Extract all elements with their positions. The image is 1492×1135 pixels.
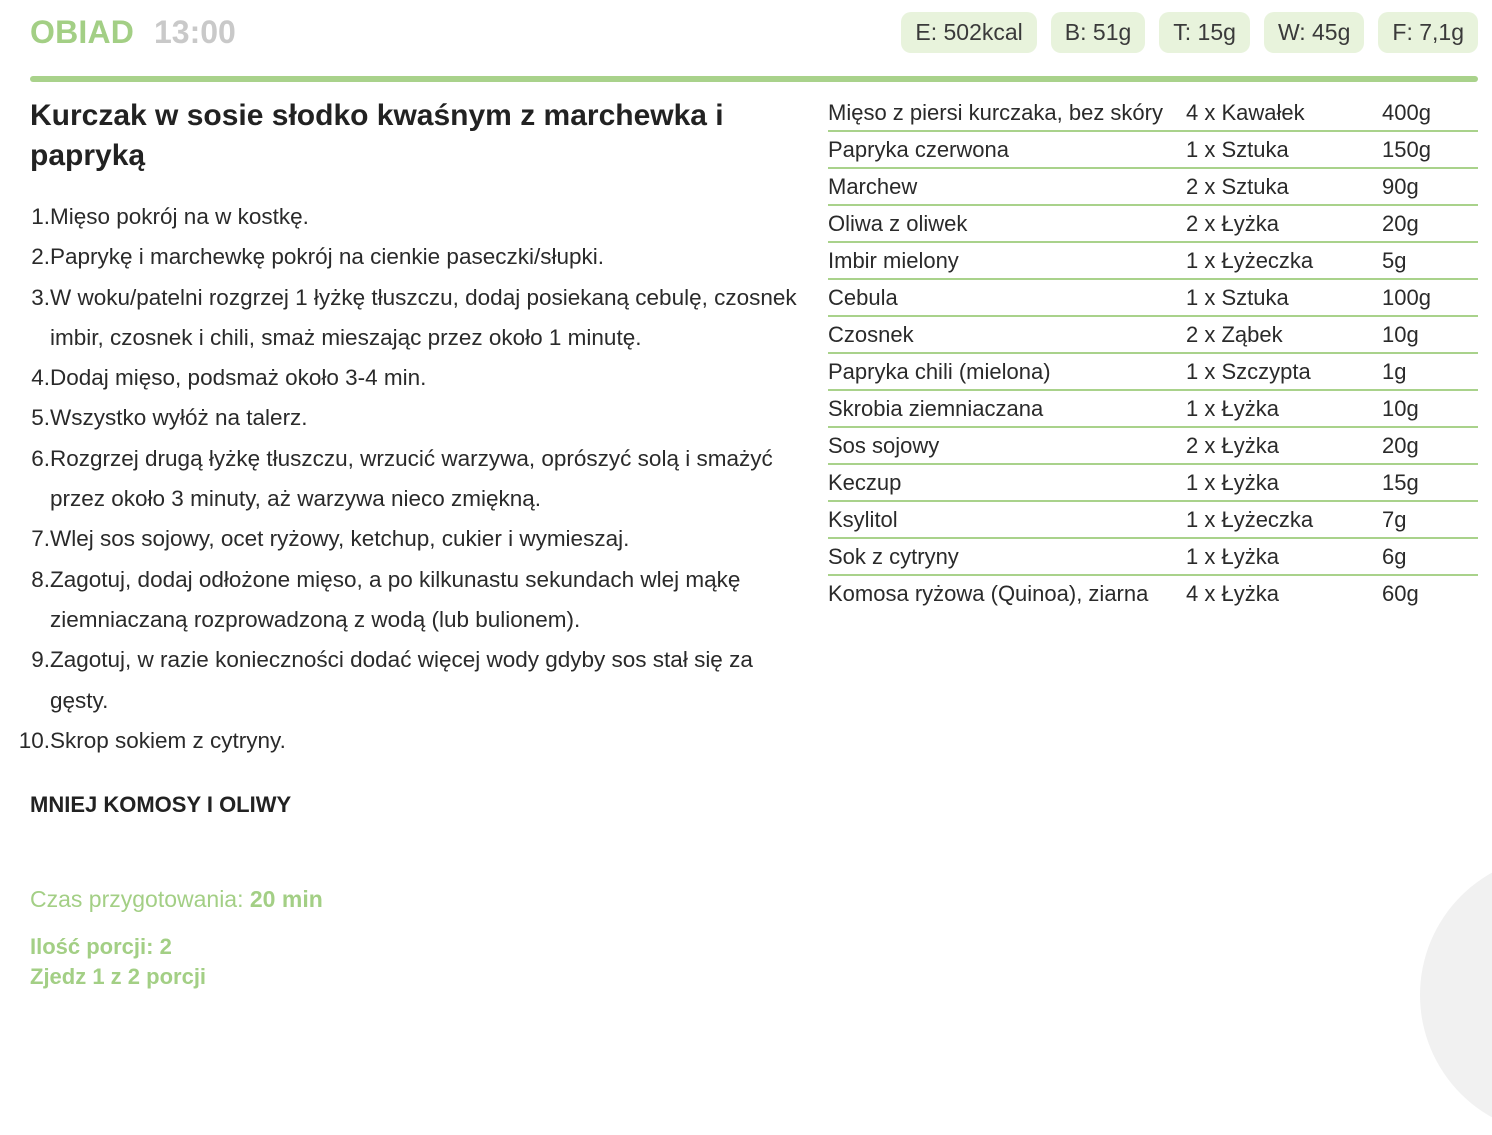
ingredient-quantity: 1 x Łyżka — [1186, 390, 1382, 427]
step-text: Dodaj mięso, podsmaż około 3-4 min. — [50, 365, 427, 391]
ingredient-quantity: 1 x Łyżeczka — [1186, 501, 1382, 538]
ingredient-row — [828, 575, 1478, 611]
step-text: Wszystko wyłóż na talerz. — [50, 405, 308, 431]
step-number: 7. — [31, 526, 50, 552]
step-text: Paprykę i marchewkę pokrój na cienkie paseczki/słupki. — [50, 244, 604, 270]
ingredient-weight: 400g — [1382, 95, 1478, 131]
step-text: Zagotuj, dodaj odłożone mięso, a po kilkunastu sekundach wlej mąkę ziemniaczaną rozprowadzoną z wodą (lub bulionem). — [50, 566, 741, 632]
ingredient-row — [828, 427, 1478, 464]
prep-time-value: 20 min — [249, 886, 323, 912]
macro-badge-protein: B: 51g — [1051, 12, 1146, 53]
ingredient-quantity: 2 x Sztuka — [1186, 168, 1382, 205]
step-number: 10. — [18, 727, 50, 753]
ingredient-name: Marchew — [828, 168, 1186, 205]
ingredient-quantity: 4 x Kawałek — [1186, 95, 1382, 131]
meal-name: OBIAD — [30, 14, 135, 50]
recipe-step — [0, 560, 810, 641]
step-text: Skrop sokiem z cytryny. — [50, 727, 286, 753]
ingredient-row — [828, 242, 1478, 279]
step-number: 9. — [31, 647, 50, 673]
step-text: Wlej sos sojowy, ocet ryżowy, ketchup, cukier i wymieszaj. — [50, 526, 630, 552]
ingredient-weight: 5g — [1382, 242, 1478, 279]
portions-count: Ilość porcji: 2 — [30, 934, 172, 959]
ingredient-name: Czosnek — [828, 316, 1186, 353]
ingredient-name: Oliwa z oliwek — [828, 205, 1186, 242]
ingredient-quantity: 2 x Ząbek — [1186, 316, 1382, 353]
portions-to-eat: Zjedz 1 z 2 porcji — [30, 964, 207, 989]
step-number: 1. — [31, 204, 50, 229]
meal-header — [30, 12, 1478, 56]
ingredient-weight: 20g — [1382, 427, 1478, 464]
recipe-note: MNIEJ KOMOSY I OLIWY — [30, 792, 292, 817]
ingredients-table — [828, 95, 1478, 611]
ingredient-quantity: 1 x Łyżka — [1186, 538, 1382, 575]
ingredient-row — [828, 501, 1478, 538]
prep-time-label: Czas przygotowania: — [30, 886, 244, 912]
ingredient-name: Komosa ryżowa (Quinoa), ziarna — [828, 580, 1149, 606]
step-number: 8. — [31, 566, 50, 592]
macro-badge-energy: E: 502kcal — [901, 12, 1036, 53]
ingredient-weight: 90g — [1382, 168, 1478, 205]
ingredient-weight: 10g — [1382, 390, 1478, 427]
recipe-step — [0, 398, 810, 438]
recipe-step — [0, 278, 810, 359]
macro-badges — [901, 12, 1478, 53]
recipe-step — [0, 197, 810, 237]
step-text: W woku/patelni rozgrzej 1 łyżkę tłuszczu, dodaj posiekaną cebulę, czosnek imbir, czosnek i chili, smaż mieszając przez około 1 minutę. — [50, 284, 797, 350]
step-number: 2. — [31, 244, 50, 270]
ingredient-row — [828, 95, 1478, 131]
decorative-corner-shape — [1420, 855, 1492, 1135]
ingredient-row — [828, 205, 1478, 242]
ingredient-name: Mięso z piersi kurczaka, bez skóry — [828, 95, 1186, 131]
ingredient-name: Ksylitol — [828, 501, 1186, 538]
ingredient-name: Sos sojowy — [828, 427, 1186, 464]
ingredient-name: Papryka chili (mielona) — [828, 353, 1186, 390]
ingredient-weight: 10g — [1382, 316, 1478, 353]
step-text: Mięso pokrój na w kostkę. — [50, 204, 309, 229]
recipe-step — [0, 640, 810, 721]
ingredient-name: Papryka czerwona — [828, 131, 1186, 168]
ingredient-row — [828, 131, 1478, 168]
recipe-title: Kurczak w sosie słodko kwaśnym z marchewka i papryką — [30, 99, 724, 172]
ingredient-quantity: 2 x Łyżka — [1186, 427, 1382, 464]
header-divider — [30, 76, 1478, 82]
ingredient-name: Skrobia ziemniaczana — [828, 390, 1186, 427]
ingredient-quantity: 1 x Sztuka — [1186, 131, 1382, 168]
ingredient-weight: 150g — [1382, 131, 1478, 168]
prep-time — [30, 886, 323, 913]
step-number: 5. — [31, 405, 50, 431]
ingredient-row — [828, 353, 1478, 390]
step-text: Zagotuj, w razie konieczności dodać więcej wody gdyby sos stał się za gęsty. — [50, 647, 753, 713]
ingredient-quantity: 2 x Łyżka — [1186, 205, 1382, 242]
ingredient-weight: 1g — [1382, 353, 1478, 390]
recipe-step — [0, 439, 810, 520]
macro-badge-fiber: F: 7,1g — [1378, 12, 1478, 53]
ingredient-quantity: 1 x Sztuka — [1186, 279, 1382, 316]
ingredient-quantity: 1 x Szczypta — [1186, 353, 1382, 390]
ingredient-name: Sok z cytryny — [828, 538, 1186, 575]
ingredient-weight: 100g — [1382, 279, 1478, 316]
ingredient-weight: 7g — [1382, 501, 1478, 538]
step-number: 3. — [31, 284, 50, 310]
portions-info — [30, 932, 206, 992]
ingredient-weight: 6g — [1382, 538, 1478, 575]
ingredient-row — [828, 390, 1478, 427]
ingredient-row — [828, 316, 1478, 353]
ingredient-row — [828, 279, 1478, 316]
recipe-step — [0, 237, 810, 277]
step-text: Rozgrzej drugą łyżkę tłuszczu, wrzucić warzywa, oprószyć solą i smażyć przez około 3 minuty, aż warzywa nieco zmiękną. — [50, 445, 773, 512]
ingredient-quantity: 4 x Łyżka — [1186, 580, 1279, 606]
ingredient-row — [828, 538, 1478, 575]
step-number: 6. — [31, 445, 50, 471]
recipe-step — [0, 358, 810, 398]
ingredient-row — [828, 168, 1478, 205]
meal-time: 13:00 — [154, 14, 236, 50]
ingredient-weight: 15g — [1382, 464, 1478, 501]
recipe-step — [0, 721, 810, 761]
ingredient-quantity: 1 x Łyżka — [1186, 464, 1382, 501]
macro-badge-fat: T: 15g — [1159, 12, 1250, 53]
ingredient-quantity: 1 x Łyżeczka — [1186, 242, 1382, 279]
macro-badge-carbs: W: 45g — [1264, 12, 1364, 53]
recipe-step — [0, 519, 810, 559]
ingredient-name: Cebula — [828, 279, 1186, 316]
recipe-steps — [0, 197, 810, 761]
ingredient-name: Keczup — [828, 464, 1186, 501]
ingredient-weight: 20g — [1382, 205, 1478, 242]
ingredient-row — [828, 464, 1478, 501]
step-number: 4. — [31, 365, 50, 391]
ingredient-name: Imbir mielony — [828, 242, 1186, 279]
ingredient-weight: 60g — [1382, 580, 1419, 606]
